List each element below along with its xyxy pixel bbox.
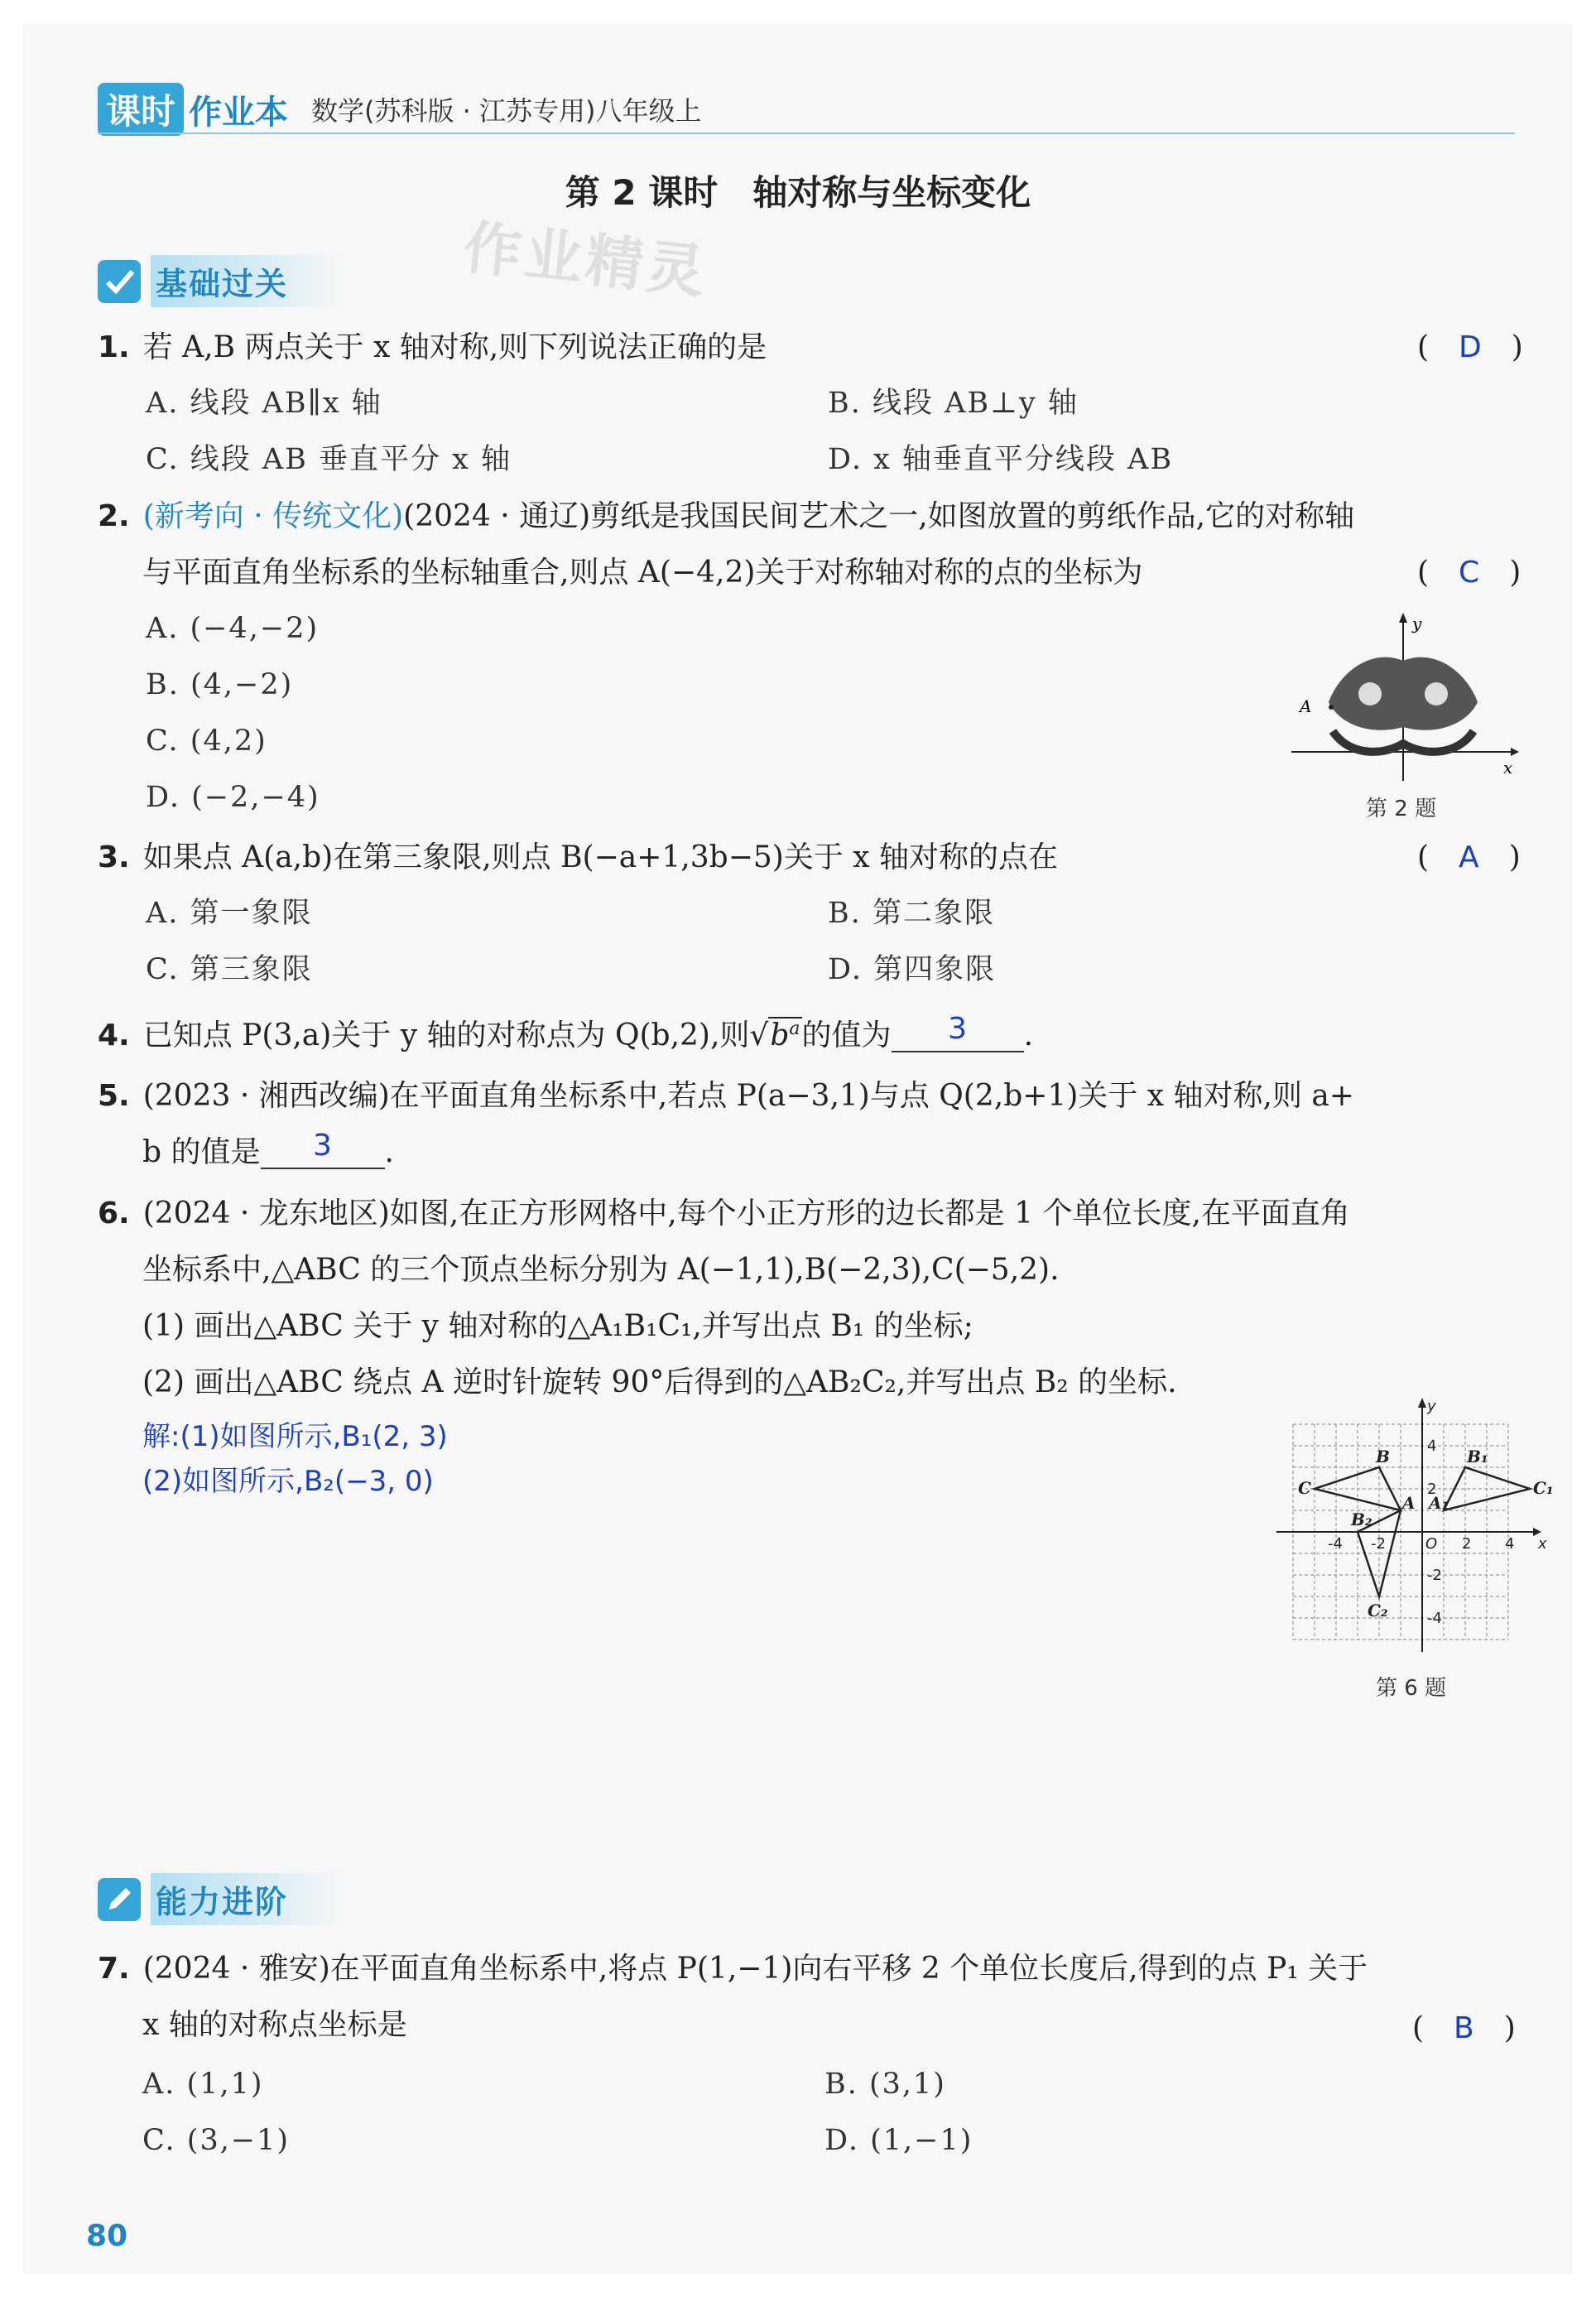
- q3-answer: ( A ): [1417, 840, 1521, 874]
- q7-option-c: C. (3,−1): [142, 2124, 291, 2157]
- watermark: 作业精灵: [459, 213, 711, 307]
- point-a-label: A: [1300, 696, 1312, 716]
- tick-x2: 2: [1462, 1535, 1472, 1553]
- tick-y2: 2: [1427, 1481, 1437, 1498]
- label-c1: C₁: [1533, 1478, 1554, 1498]
- sqrt-symbol: √: [749, 1018, 769, 1052]
- x-label: x: [1503, 758, 1513, 778]
- label-a: A: [1402, 1493, 1416, 1513]
- q4-blank: 3: [892, 1021, 1024, 1052]
- tick-y4: 4: [1427, 1437, 1437, 1455]
- q3-option-a: A. 第一象限: [146, 897, 313, 930]
- brand-name: 作业本: [189, 93, 289, 132]
- q2-option-d: D. (−2,−4): [146, 781, 320, 814]
- q2-option-c: C. (4,2): [146, 725, 267, 758]
- q1-stem: 1. 若 A,B 两点关于 x 轴对称,则下列说法正确的是: [98, 330, 767, 364]
- section-advanced: [98, 1873, 346, 1925]
- x-label: x: [1538, 1535, 1547, 1553]
- q5-stem-line1: 5. (2023 · 湘西改编)在平面直角坐标系中,若点 P(a−3,1)与点 Q(2,b+1)关于 x 轴对称,则 a+: [98, 1079, 1355, 1113]
- q6-solution-2: (2)如图所示,B₂(−3, 0): [142, 1465, 434, 1498]
- page-number: 80: [86, 2219, 128, 2253]
- section-title: 基础过关: [151, 255, 346, 307]
- label-b2: B₂: [1351, 1510, 1372, 1529]
- q3-stem: 3. 如果点 A(a,b)在第三象限,则点 B(−a+1,3b−5)关于 x 轴对称的点在: [98, 840, 1058, 874]
- q1-option-a: A. 线段 AB∥x 轴: [146, 387, 382, 420]
- q6-stem-line3: (1) 画出△ABC 关于 y 轴对称的△A₁B₁C₁,并写出点 B₁ 的坐标;: [142, 1309, 973, 1343]
- q1-option-d: D. x 轴垂直平分线段 AB: [828, 443, 1174, 476]
- y-label: y: [1427, 1398, 1436, 1415]
- q6-stem-line4: (2) 画出△ABC 绕点 A 逆时针旋转 90°后得到的△AB₂C₂,并写出点 B₂ 的坐标.: [142, 1365, 1177, 1399]
- q6-stem-line2: 坐标系中,△ABC 的三个顶点坐标分别为 A(−1,1),B(−2,3),C(−5,2).: [142, 1253, 1060, 1287]
- q3-option-b: B. 第二象限: [828, 897, 995, 930]
- q5-stem-line2: b 的值是 3 .: [142, 1129, 394, 1169]
- q7-stem-line2: x 轴的对称点坐标是: [142, 2008, 407, 2042]
- paper-cut-figure: [1283, 611, 1523, 785]
- q1-option-b: B. 线段 AB⊥y 轴: [828, 387, 1079, 420]
- q7-answer: ( B ): [1412, 2011, 1516, 2045]
- tick-x4: 4: [1505, 1535, 1515, 1553]
- q2-figure: [1283, 611, 1523, 826]
- label-b: B: [1376, 1447, 1390, 1466]
- q4-stem: 4. 已知点 P(3,a)关于 y 轴的对称点为 Q(b,2),则$√b^a$的值为 3 .: [98, 1012, 1034, 1052]
- q6-figure: [1260, 1391, 1558, 1706]
- q7-stem-line1: 7. (2024 · 雅安)在平面直角坐标系中,将点 P(1,−1)向右平移 2 个单位长度后,得到的点 P₁ 关于: [98, 1952, 1368, 1986]
- label-a1: A₁: [1429, 1493, 1449, 1513]
- origin-label: O: [1425, 1535, 1438, 1553]
- q2-figure-caption: 第 2 题: [1366, 797, 1437, 821]
- q1-answer: ( D ): [1417, 330, 1523, 364]
- label-b1: B₁: [1467, 1447, 1488, 1466]
- brand-logo: 课时: [98, 83, 184, 136]
- y-label: y: [1412, 614, 1422, 633]
- q6-figure-caption: 第 6 题: [1376, 1676, 1447, 1701]
- subject-label: 数学(苏科版 · 江苏专用)八年级上: [311, 95, 702, 127]
- q7-option-d: D. (1,−1): [824, 2124, 973, 2157]
- q2-stem-line1: 2. (新考向 · 传统文化)(2024 · 通辽)剪纸是我国民间艺术之一,如图放置的剪纸作品,它的对称轴: [98, 499, 1355, 533]
- section-basic: [98, 255, 346, 307]
- tick-xm2: -2: [1371, 1535, 1386, 1553]
- tick-xm4: -4: [1328, 1535, 1343, 1553]
- q7-option-a: A. (1,1): [142, 2068, 264, 2101]
- q2-option-b: B. (4,−2): [146, 668, 294, 701]
- q2-option-a: A. (−4,−2): [146, 612, 320, 645]
- q6-stem-line1: 6. (2024 · 龙东地区)如图,在正方形网格中,每个小正方形的边长都是 1 个单位长度,在平面直角: [98, 1197, 1350, 1230]
- q1-option-c: C. 线段 AB 垂直平分 x 轴: [146, 443, 512, 476]
- tick-ym2: -2: [1427, 1567, 1442, 1584]
- q2-stem-line2: 与平面直角坐标系的坐标轴重合,则点 A(−4,2)关于对称轴对称的点的坐标为: [142, 556, 1143, 590]
- q7-option-b: B. (3,1): [824, 2068, 946, 2101]
- label-c: C: [1298, 1478, 1311, 1498]
- checkbox-icon: [98, 260, 141, 303]
- q3-option-d: D. 第四象限: [828, 953, 997, 986]
- q6-solution-1: 解:(1)如图所示,B₁(2, 3): [142, 1420, 448, 1453]
- grid-figure: [1260, 1391, 1558, 1664]
- q5-blank: 3: [261, 1138, 385, 1169]
- tick-ym4: -4: [1427, 1610, 1442, 1627]
- q2-answer: ( C ): [1417, 556, 1521, 590]
- lesson-title: 第 2 课时 轴对称与坐标变化: [565, 172, 1031, 213]
- header: [98, 83, 702, 136]
- label-c2: C₂: [1368, 1601, 1388, 1620]
- q3-option-c: C. 第三象限: [146, 953, 313, 986]
- header-divider: [98, 132, 1515, 134]
- section-title: 能力进阶: [151, 1873, 346, 1925]
- pencil-icon: [98, 1878, 141, 1921]
